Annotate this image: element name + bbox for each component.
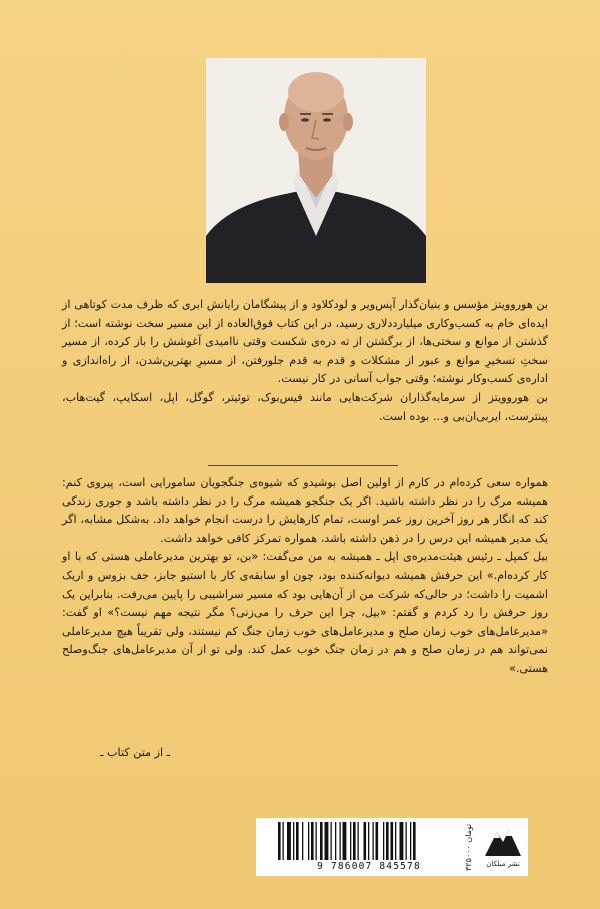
excerpt-paragraph: بیل کمپل ـ رئیس هیئت‌مدیره‌ی اپل ـ همیشه به من می‌گفت: «بن، تو بهترین مدیرعاملی هستی که با او کار کرده‌ام.» این حرفش همیشه دیوانه‌کننده بود، چون او سابقه‌ی کار با استیو جابز، جف بزوس و اریک اشمیت را داشت؛ در حالی‌که شرکت من از آن‌هایی بود که مسیر سراشیبی را پایین می‌رفت. بنابراین یک روز حرفش را رد کردم و گفتم: «بیل، چرا این حرف را می‌زنی؟ مگر نتیجه مهم نیست؟» او گفت: «مدیرعامل‌های خوب زمان صلح و مدیرعامل‌های خوب زمان جنگ کم نیستند، ولی تقریباً هیچ مدیرعاملی نمی‌تواند هم در زمان صلح و هم در زمان جنگ خوب عمل کند. ولی تو از آن مدیرعامل‌های جنگ‌وصلح هستی.» <box>62 550 548 675</box>
section-divider <box>208 465 398 466</box>
isbn-number: 9 786007 845578 <box>317 861 421 872</box>
price-label: ۳۲۵۰۰۰ تومان <box>464 823 473 871</box>
mountain-logo-icon <box>481 822 525 860</box>
book-excerpt <box>62 474 548 679</box>
author-photo <box>206 58 426 283</box>
barcode-panel <box>256 818 528 876</box>
excerpt-paragraph: همواره سعی کرده‌ام در کارم از اولین اصل بوشیدو که شیوه‌ی جنگجویان سامورایی است، پیروی کنم: همیشه مرگ را در نظر داشته باشید. اگر یک جنگجو همیشه مرگ را در نظر داشته باشد و جوری زندگی کند که انگار هر روز آخرین روز عمر اوست، تمام کارهایش را درست انجام خواهد داد. به‌شکل مشابه، اگر یک مدیر همیشه این درس را در ذهن داشته باشد، همواره تمرکز کافی خواهد داشت. <box>62 476 548 545</box>
author-portrait-icon <box>206 58 426 283</box>
publisher-name: نشر میلکان <box>486 860 520 868</box>
excerpt-source: ـ از متن کتاب ـ <box>100 746 170 759</box>
publisher-logo <box>481 822 525 872</box>
bio-paragraph: بن هوروویتز از سرمایه‌گذاران شرکت‌هایی مانند فیس‌بوک، توئیتر، گوگل، اپل، اسکایپ، گیت‌هاب، پینترست، ایربی‌ان‌بی و... بوده است. <box>62 390 548 423</box>
author-bio <box>62 296 548 426</box>
isbn-barcode <box>278 822 458 860</box>
bio-paragraph: بن هوروویتز مؤسس و بنیان‌گذار آپس‌ویر و لودکلاود و از پیشگامان رایانش ابری که ظرف مدت کوتاهی از ایده‌ای خام به کسب‌وکاری میلیارددلاری رسید، در این کتاب فوق‌العاده از این مسیر سخت نوشته است؛ از گذشتن از موانع و سختی‌ها، از برگشتن از ته دره‌ی شکست وقتی ناامیدی آغوشش را باز کرده، از مسیر سختِ تسخیرِ موانع و عبور از مشکلات و قدم به قدم جلورفتن، از مسیرِ بهترین‌شدن، از راه‌اندازی و اداره‌ی کسب‌وکار نوشته؛ وقتی جواب آسانی در کار نیست. <box>62 298 548 386</box>
